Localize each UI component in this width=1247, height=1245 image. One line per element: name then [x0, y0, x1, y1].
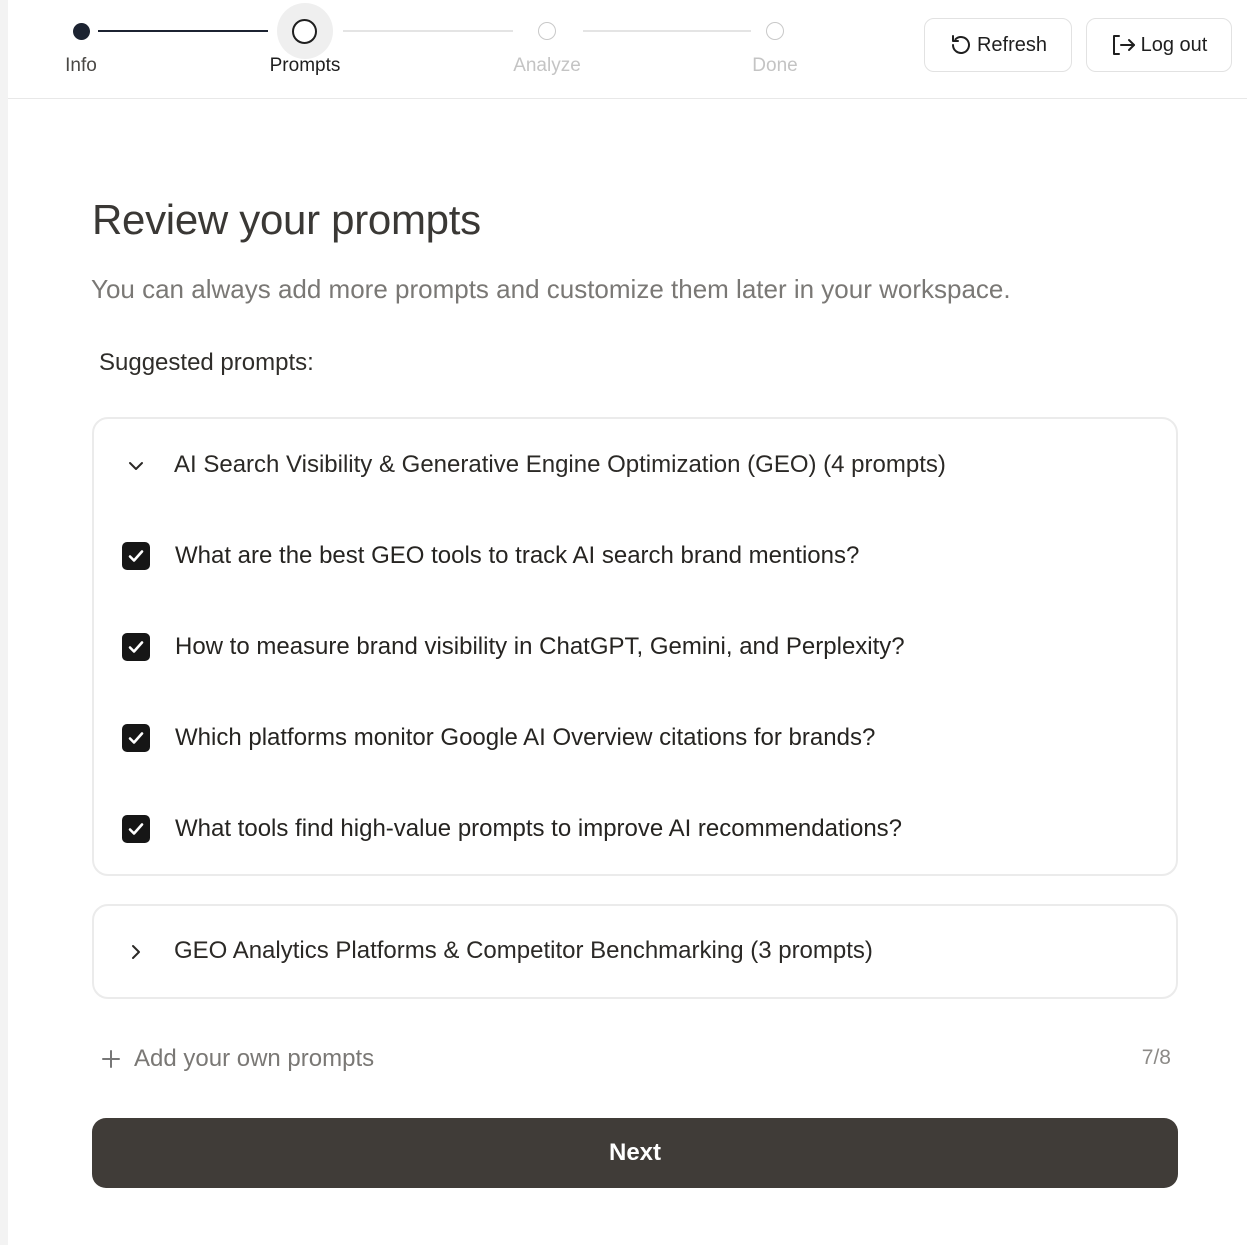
- prompt-checkbox[interactable]: [122, 542, 150, 570]
- step-done-label: Done: [752, 55, 798, 76]
- top-bar: [8, 0, 1247, 99]
- check-icon: [127, 820, 145, 838]
- check-icon: [127, 638, 145, 656]
- step-analyze-label: Analyze: [513, 55, 581, 76]
- prompt-group-geo-visibility: [92, 417, 1178, 876]
- page-title: Review your prompts: [92, 196, 481, 243]
- group-title: AI Search Visibility & Generative Engine Optimization (GEO) (4 prompts): [174, 451, 946, 478]
- check-icon: [127, 547, 145, 565]
- logout-icon: [1111, 33, 1137, 57]
- prompt-checkbox[interactable]: [122, 633, 150, 661]
- add-own-prompts-label: Add your own prompts: [134, 1045, 375, 1072]
- section-label: Suggested prompts:: [99, 349, 314, 376]
- refresh-icon: [949, 33, 973, 57]
- check-icon: [127, 729, 145, 747]
- step-connector: [343, 30, 513, 32]
- chevron-right-icon: [126, 942, 146, 962]
- step-connector: [98, 30, 268, 32]
- next-button[interactable]: Next: [92, 1118, 1178, 1188]
- add-own-prompts-button[interactable]: [100, 1040, 374, 1078]
- group-header[interactable]: [94, 445, 1176, 485]
- prompt-text: What tools find high-value prompts to improve AI recommendations?: [175, 815, 903, 842]
- prompt-text: Which platforms monitor Google AI Overview citations for brands?: [175, 724, 876, 751]
- step-done-dot: [766, 22, 784, 40]
- group-title: GEO Analytics Platforms & Competitor Benchmarking (3 prompts): [174, 937, 873, 964]
- group-header[interactable]: [94, 931, 1176, 971]
- prompt-text: What are the best GEO tools to track AI search brand mentions?: [175, 542, 860, 569]
- step-analyze-dot: [538, 22, 556, 40]
- page-subtitle: You can always add more prompts and customize them later in your workspace.: [91, 274, 1011, 304]
- plus-icon: [100, 1049, 122, 1069]
- refresh-label: Refresh: [976, 33, 1048, 56]
- step-connector: [583, 30, 751, 32]
- left-edge: [0, 0, 8, 1245]
- step-prompts-dot: [292, 19, 317, 44]
- chevron-down-icon: [126, 456, 146, 476]
- prompt-text: How to measure brand visibility in ChatGPT, Gemini, and Perplexity?: [175, 633, 905, 660]
- prompt-row: [94, 627, 1176, 667]
- refresh-button[interactable]: [924, 18, 1072, 72]
- prompt-row: [94, 718, 1176, 758]
- logout-button[interactable]: [1086, 18, 1232, 72]
- prompt-counter: 7/8: [1141, 1046, 1171, 1069]
- logout-label: Log out: [1140, 33, 1208, 56]
- prompt-checkbox[interactable]: [122, 815, 150, 843]
- prompt-row: [94, 809, 1176, 849]
- step-prompts-label: Prompts: [269, 55, 341, 76]
- step-info-dot: [73, 23, 90, 40]
- step-info-label: Info: [65, 55, 97, 76]
- prompt-group-geo-analytics: [92, 904, 1178, 999]
- prompt-checkbox[interactable]: [122, 724, 150, 752]
- prompt-row: [94, 536, 1176, 576]
